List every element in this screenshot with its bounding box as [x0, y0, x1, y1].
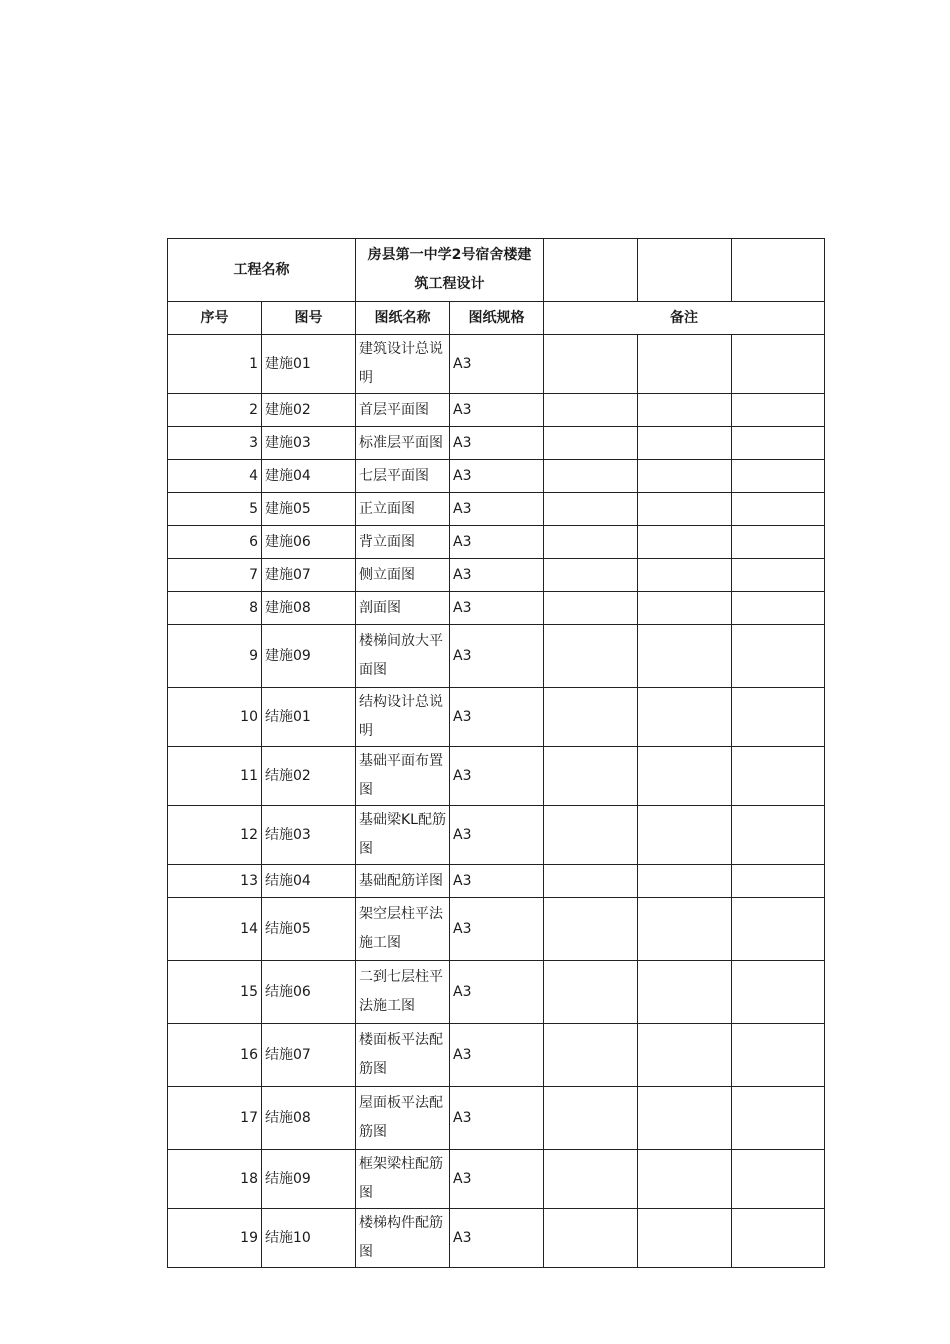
- row-remark-cell: [544, 427, 638, 460]
- row-drawing-name: 标准层平面图: [356, 427, 450, 460]
- row-remark-cell: [544, 460, 638, 493]
- row-remark-cell: [638, 688, 732, 747]
- empty-cell: [638, 239, 732, 302]
- row-remark-cell: [544, 806, 638, 865]
- row-drawing-no: 建施03: [262, 427, 356, 460]
- row-remark-cell: [732, 1087, 825, 1150]
- row-remark-cell: [638, 394, 732, 427]
- row-remark-cell: [544, 688, 638, 747]
- table-row: [168, 1209, 825, 1268]
- table-row: [168, 592, 825, 625]
- row-remark-cell: [732, 394, 825, 427]
- row-drawing-name: 背立面图: [356, 526, 450, 559]
- row-remark-cell: [544, 592, 638, 625]
- row-index: 11: [168, 747, 262, 806]
- row-drawing-no: 建施01: [262, 335, 356, 394]
- table-row: [168, 625, 825, 688]
- row-drawing-name: 基础平面布置图: [356, 747, 450, 806]
- row-index: 2: [168, 394, 262, 427]
- row-drawing-name: 基础配筋详图: [356, 865, 450, 898]
- row-remark-cell: [544, 1024, 638, 1087]
- row-spec: A3: [450, 493, 544, 526]
- row-remark-cell: [544, 747, 638, 806]
- row-remark-cell: [638, 865, 732, 898]
- row-drawing-no: 结施01: [262, 688, 356, 747]
- table-row: [168, 688, 825, 747]
- empty-cell: [732, 239, 825, 302]
- row-remark-cell: [544, 1150, 638, 1209]
- row-index: 12: [168, 806, 262, 865]
- row-remark-cell: [732, 460, 825, 493]
- row-spec: A3: [450, 961, 544, 1024]
- table-row: [168, 493, 825, 526]
- row-remark-cell: [638, 747, 732, 806]
- row-drawing-name: 结构设计总说明: [356, 688, 450, 747]
- table-row: [168, 961, 825, 1024]
- col-header-index: 序号: [168, 302, 262, 335]
- table-row: [168, 394, 825, 427]
- row-spec: A3: [450, 1087, 544, 1150]
- row-remark-cell: [732, 335, 825, 394]
- row-drawing-no: 结施02: [262, 747, 356, 806]
- column-header-row: [168, 302, 825, 335]
- row-spec: A3: [450, 806, 544, 865]
- row-index: 8: [168, 592, 262, 625]
- row-remark-cell: [544, 898, 638, 961]
- row-remark-cell: [638, 961, 732, 1024]
- row-drawing-name: 屋面板平法配筋图: [356, 1087, 450, 1150]
- row-remark-cell: [544, 1087, 638, 1150]
- row-remark-cell: [638, 1087, 732, 1150]
- row-remark-cell: [544, 493, 638, 526]
- table-row: [168, 460, 825, 493]
- row-drawing-no: 结施04: [262, 865, 356, 898]
- row-spec: A3: [450, 865, 544, 898]
- row-spec: A3: [450, 1150, 544, 1209]
- row-spec: A3: [450, 688, 544, 747]
- row-remark-cell: [638, 1209, 732, 1268]
- row-remark-cell: [638, 493, 732, 526]
- row-index: 17: [168, 1087, 262, 1150]
- project-label: 工程名称: [168, 239, 356, 302]
- row-drawing-name: 正立面图: [356, 493, 450, 526]
- table-row: [168, 865, 825, 898]
- row-drawing-no: 结施08: [262, 1087, 356, 1150]
- project-header-row: [168, 239, 825, 302]
- row-index: 16: [168, 1024, 262, 1087]
- row-remark-cell: [638, 1150, 732, 1209]
- row-index: 1: [168, 335, 262, 394]
- row-spec: A3: [450, 898, 544, 961]
- row-remark-cell: [732, 1150, 825, 1209]
- row-remark-cell: [732, 559, 825, 592]
- row-spec: A3: [450, 335, 544, 394]
- row-remark-cell: [732, 526, 825, 559]
- col-header-drawing-no: 图号: [262, 302, 356, 335]
- row-remark-cell: [638, 526, 732, 559]
- row-index: 13: [168, 865, 262, 898]
- table-row: [168, 898, 825, 961]
- row-remark-cell: [638, 806, 732, 865]
- row-remark-cell: [732, 1024, 825, 1087]
- row-remark-cell: [732, 961, 825, 1024]
- row-remark-cell: [544, 1209, 638, 1268]
- row-drawing-no: 结施06: [262, 961, 356, 1024]
- row-remark-cell: [638, 625, 732, 688]
- row-drawing-no: 建施04: [262, 460, 356, 493]
- row-remark-cell: [638, 559, 732, 592]
- drawing-list-sheet: [167, 238, 824, 1268]
- row-spec: A3: [450, 592, 544, 625]
- row-drawing-name: 首层平面图: [356, 394, 450, 427]
- row-spec: A3: [450, 460, 544, 493]
- row-remark-cell: [544, 526, 638, 559]
- row-drawing-no: 结施09: [262, 1150, 356, 1209]
- empty-cell: [544, 239, 638, 302]
- row-remark-cell: [732, 592, 825, 625]
- row-spec: A3: [450, 1024, 544, 1087]
- table-row: [168, 526, 825, 559]
- row-index: 3: [168, 427, 262, 460]
- row-drawing-name: 基础梁KL配筋图: [356, 806, 450, 865]
- row-drawing-name: 二到七层柱平法施工图: [356, 961, 450, 1024]
- row-index: 7: [168, 559, 262, 592]
- row-index: 14: [168, 898, 262, 961]
- row-index: 10: [168, 688, 262, 747]
- row-drawing-name: 楼梯构件配筋图: [356, 1209, 450, 1268]
- project-name: 房县第一中学2号宿舍楼建筑工程设计: [356, 239, 544, 302]
- row-drawing-no: 结施03: [262, 806, 356, 865]
- row-drawing-name: 建筑设计总说明: [356, 335, 450, 394]
- row-drawing-no: 建施08: [262, 592, 356, 625]
- row-remark-cell: [638, 427, 732, 460]
- row-drawing-name: 框架梁柱配筋图: [356, 1150, 450, 1209]
- row-drawing-no: 结施07: [262, 1024, 356, 1087]
- col-header-spec: 图纸规格: [450, 302, 544, 335]
- row-index: 6: [168, 526, 262, 559]
- table-row: [168, 1087, 825, 1150]
- row-index: 18: [168, 1150, 262, 1209]
- row-spec: A3: [450, 427, 544, 460]
- drawing-list-table: [167, 238, 825, 1268]
- row-remark-cell: [638, 1024, 732, 1087]
- row-remark-cell: [544, 335, 638, 394]
- row-remark-cell: [732, 493, 825, 526]
- row-remark-cell: [732, 625, 825, 688]
- row-drawing-name: 剖面图: [356, 592, 450, 625]
- row-remark-cell: [638, 460, 732, 493]
- row-remark-cell: [732, 747, 825, 806]
- row-drawing-name: 楼面板平法配筋图: [356, 1024, 450, 1087]
- row-spec: A3: [450, 526, 544, 559]
- row-remark-cell: [544, 394, 638, 427]
- row-drawing-no: 建施07: [262, 559, 356, 592]
- row-index: 5: [168, 493, 262, 526]
- row-remark-cell: [732, 427, 825, 460]
- row-remark-cell: [544, 865, 638, 898]
- row-index: 9: [168, 625, 262, 688]
- row-drawing-no: 结施10: [262, 1209, 356, 1268]
- row-remark-cell: [732, 865, 825, 898]
- row-spec: A3: [450, 747, 544, 806]
- row-remark-cell: [544, 625, 638, 688]
- row-remark-cell: [544, 559, 638, 592]
- row-remark-cell: [638, 335, 732, 394]
- table-row: [168, 1150, 825, 1209]
- table-row: [168, 806, 825, 865]
- row-drawing-no: 结施05: [262, 898, 356, 961]
- table-row: [168, 747, 825, 806]
- row-remark-cell: [638, 592, 732, 625]
- table-row: [168, 1024, 825, 1087]
- row-spec: A3: [450, 394, 544, 427]
- row-drawing-name: 架空层柱平法施工图: [356, 898, 450, 961]
- table-row: [168, 335, 825, 394]
- row-remark-cell: [544, 961, 638, 1024]
- row-drawing-no: 建施02: [262, 394, 356, 427]
- row-index: 19: [168, 1209, 262, 1268]
- row-index: 15: [168, 961, 262, 1024]
- row-drawing-no: 建施06: [262, 526, 356, 559]
- table-row: [168, 427, 825, 460]
- row-remark-cell: [732, 898, 825, 961]
- row-index: 4: [168, 460, 262, 493]
- col-header-remark: 备注: [544, 302, 825, 335]
- row-remark-cell: [732, 806, 825, 865]
- row-drawing-name: 楼梯间放大平面图: [356, 625, 450, 688]
- row-spec: A3: [450, 625, 544, 688]
- row-remark-cell: [638, 898, 732, 961]
- col-header-drawing-name: 图纸名称: [356, 302, 450, 335]
- table-row: [168, 559, 825, 592]
- row-drawing-no: 建施09: [262, 625, 356, 688]
- row-drawing-no: 建施05: [262, 493, 356, 526]
- row-remark-cell: [732, 1209, 825, 1268]
- row-drawing-name: 侧立面图: [356, 559, 450, 592]
- row-remark-cell: [732, 688, 825, 747]
- row-drawing-name: 七层平面图: [356, 460, 450, 493]
- row-spec: A3: [450, 559, 544, 592]
- row-spec: A3: [450, 1209, 544, 1268]
